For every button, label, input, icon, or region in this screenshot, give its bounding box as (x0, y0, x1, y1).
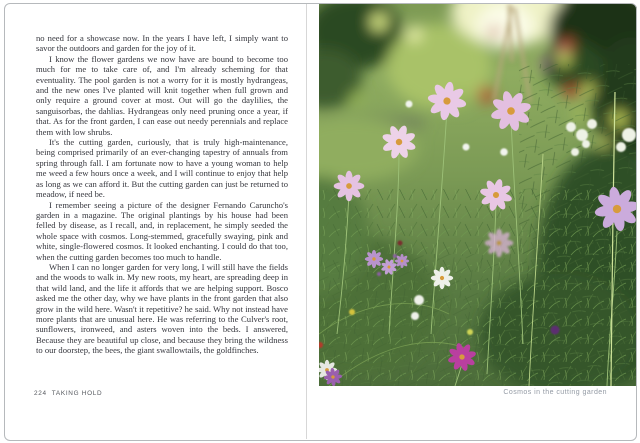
garden-photo (319, 4, 637, 386)
body-text (36, 33, 288, 356)
page-number: 224 (34, 390, 47, 397)
page-gutter (306, 4, 307, 439)
paragraph: no need for a showcase now. In the years I have left, I simply want to savor the outdoors and garden for the joy of it. (36, 33, 288, 54)
paragraph: When I can no longer garden for very long, I will still have the fields and the woods to walk in. My new roots, my heart, are spreading deep in that wild land, and the life it affords that we are helping support. Bosco asked me the other day, why we have plants in the front garden that also grow in the wild here. Wasn't it repetitive? he said. Why not instead have more plants that are unusual here. He was referring to the Culver's root, sunflowers, ironweed, and asters woven into the beds. I answered, Because they are beautiful up close, and because they bring the wildness to our doorstep, the bees, the giant swallowtails, the goldfinches. (36, 261, 288, 356)
paragraph: It's the cutting garden, curiously, that is truly high-maintenance, being comprised primarily of an ever-changing tapestry of annuals from spring through fall. I am fortunate now to have a young woman to help me weed a few hours once a week, and I will continue to enjoy that help as long as we can afford it. But the cutting garden can just be returned to meadow, if need be. (36, 137, 288, 200)
page-footer (34, 390, 102, 397)
running-title: TAKING HOLD (51, 390, 103, 397)
photo-caption: Cosmos in the cutting garden (503, 389, 607, 396)
paragraph: I know the flower gardens we now have are bound to become too much for me to take care of, and I'm already scheming for that eventuality. The pool garden is not a worry for it is mostly hydrangeas, and the new ones I've planted will knit together when full grown and only require a ground cover at most. Out will go the daylilies, the sanguisorbas, the dahlias. Hydrangeas only need pruning once a year, if that. As for the front garden, I can ease out needy perennials and replace them with low shrubs. (36, 53, 288, 137)
paragraph: I remember seeing a picture of the designer Fernando Caruncho's garden in a magazine. The original plantings by his house had been felled by disease, as I recall, and, in replacement, he simply seeded the whole space with cosmos. Long-stemmed, gracefully swaying, pink and white, single-flowered cosmos. It looked enchanting. I could do that too, when the cutting garden becomes too much to handle. (36, 199, 288, 262)
